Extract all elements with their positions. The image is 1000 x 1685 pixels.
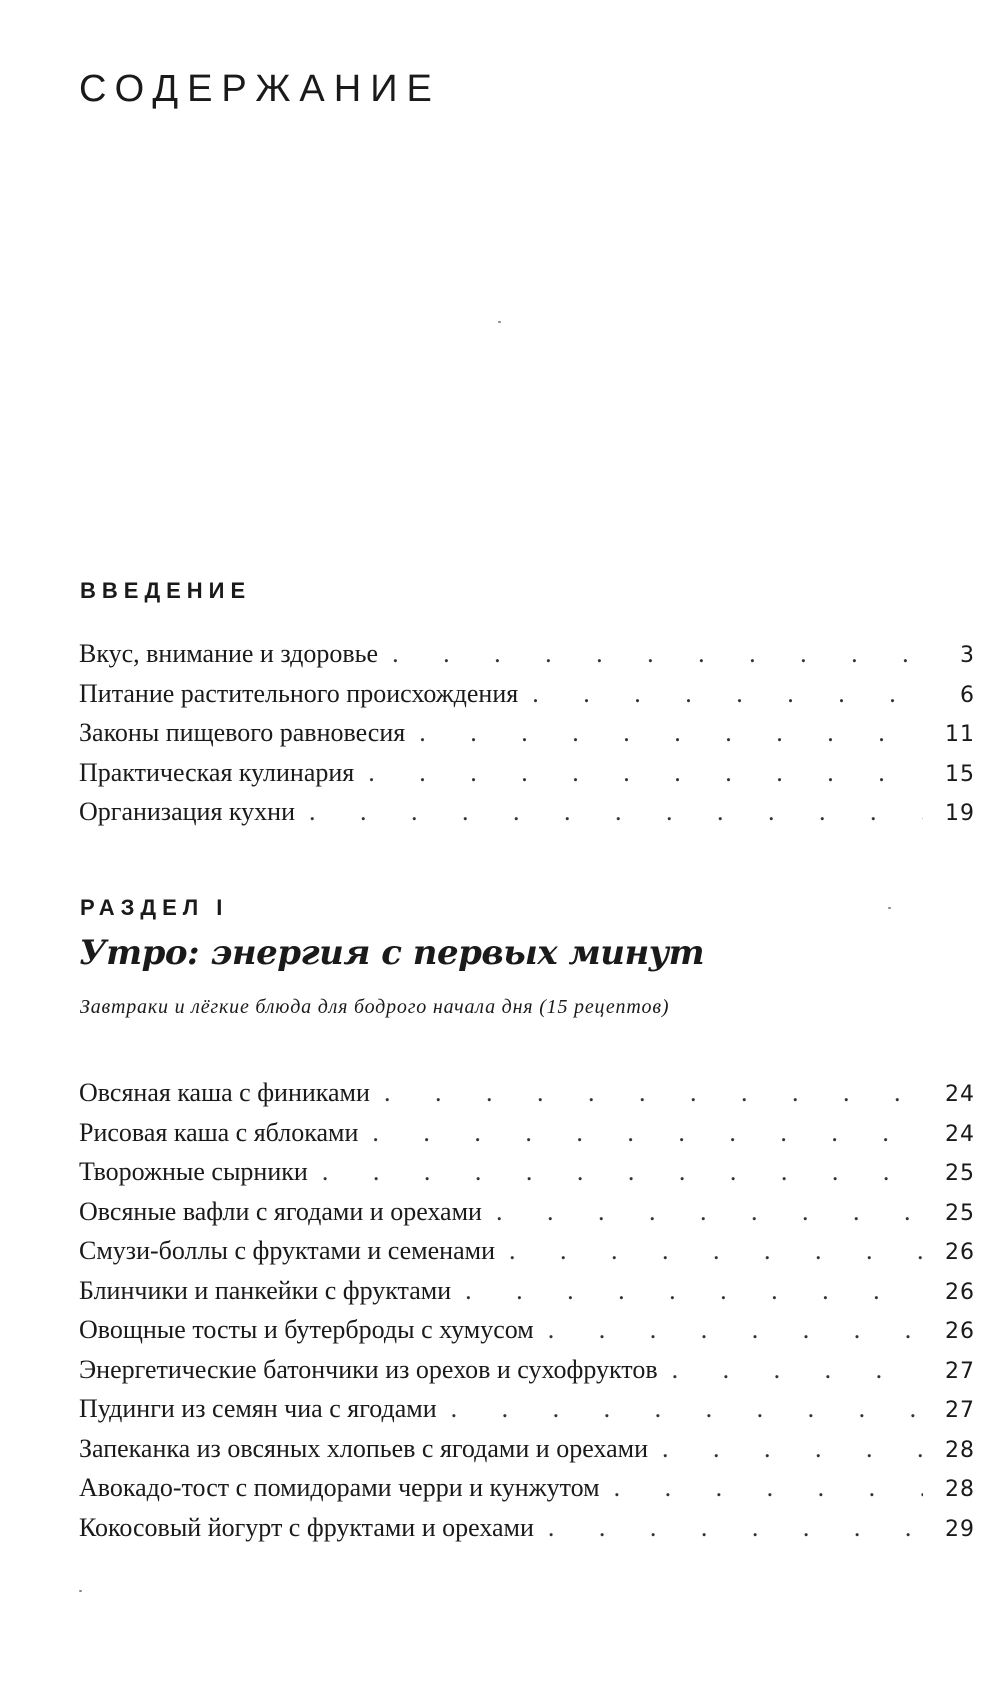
toc-entry-title: Пудинги из семян чиа с ягодами	[79, 1394, 437, 1423]
toc-entry-page: 15	[945, 761, 975, 787]
toc-entry[interactable]	[79, 1192, 975, 1232]
dot-leader	[368, 753, 923, 793]
dot-leader	[509, 1231, 923, 1271]
toc-entry[interactable]	[79, 1113, 975, 1153]
toc-entry-title: Питание растительного происхождения	[79, 678, 519, 708]
toc-entry-page: 25	[945, 1161, 975, 1186]
toc-entry-title: Овсяная каша с финиками	[79, 1078, 370, 1107]
toc-entry-page: 3	[960, 643, 975, 668]
toc-entry-title: Творожные сырники	[79, 1157, 308, 1186]
toc-entry[interactable]	[79, 1468, 975, 1508]
toc-entry-page: 26	[945, 1240, 975, 1265]
toc-entry-title: Смузи-боллы с фруктами и семенами	[79, 1236, 495, 1265]
scan-speck	[888, 907, 891, 909]
scan-speck	[498, 321, 501, 323]
toc-entry[interactable]	[79, 1508, 975, 1548]
toc-entry-page: 19	[945, 801, 975, 826]
page-title: СОДЕРЖАНИЕ	[79, 68, 441, 110]
toc-entry[interactable]	[79, 1350, 975, 1390]
section-1-toc-list	[79, 1073, 975, 1547]
toc-entry[interactable]	[79, 713, 975, 753]
section-1-title: Утро: энергия с первых минут	[79, 933, 705, 973]
dot-leader	[419, 713, 923, 753]
toc-entry-title: Энергетические батончики из орехов и сухофруктов	[79, 1354, 658, 1384]
dot-leader	[614, 1468, 923, 1508]
toc-entry-page: 26	[945, 1279, 975, 1305]
dot-leader	[662, 1429, 923, 1469]
toc-entry-title: Авокадо-тост с помидорами черри и кунжутом	[79, 1473, 600, 1502]
toc-entry-page: 25	[945, 1200, 975, 1226]
toc-entry-page: 24	[945, 1082, 975, 1107]
introduction-heading: ВВЕДЕНИЕ	[80, 578, 252, 603]
dot-leader	[672, 1350, 923, 1390]
toc-entry-title: Законы пищевого равновесия	[79, 718, 406, 747]
toc-entry-title: Овсяные вафли с ягодами и орехами	[79, 1196, 482, 1226]
toc-entry-title: Практическая кулинария	[79, 757, 355, 787]
toc-entry[interactable]	[79, 1231, 975, 1271]
dot-leader	[372, 1113, 923, 1153]
toc-entry-title: Рисовая каша с яблоками	[79, 1117, 359, 1147]
dot-leader	[309, 792, 923, 832]
toc-entry-page: 27	[945, 1398, 975, 1423]
scan-speck	[79, 1590, 82, 1592]
toc-entry[interactable]	[79, 1429, 975, 1469]
toc-entry-title: Организация кухни	[79, 797, 295, 826]
toc-entry[interactable]	[79, 674, 975, 714]
toc-entry[interactable]	[79, 1271, 975, 1311]
toc-entry[interactable]	[79, 1389, 975, 1429]
toc-entry-title: Запеканка из овсяных хлопьев с ягодами и орехами	[79, 1433, 648, 1463]
dot-leader	[548, 1310, 923, 1350]
dot-leader	[548, 1508, 923, 1548]
toc-entry[interactable]	[79, 1310, 975, 1350]
toc-entry-page: 26	[945, 1319, 975, 1344]
section-1-heading: РАЗДЕЛ I	[80, 895, 229, 920]
dot-leader	[465, 1271, 923, 1311]
toc-entry[interactable]	[79, 1152, 975, 1192]
toc-entry-page: 28	[945, 1437, 975, 1463]
toc-entry[interactable]	[79, 753, 975, 793]
introduction-toc-list	[79, 634, 975, 832]
toc-entry-title: Кокосовый йогурт с фруктами и орехами	[79, 1512, 534, 1542]
toc-entry[interactable]	[79, 634, 975, 674]
toc-entry-page: 29	[945, 1516, 975, 1542]
toc-entry-page: 6	[960, 682, 975, 708]
toc-entry-page: 28	[945, 1477, 975, 1502]
dot-leader	[384, 1073, 923, 1113]
toc-entry-title: Овощные тосты и бутерброды с хумусом	[79, 1315, 534, 1344]
toc-entry[interactable]	[79, 1073, 975, 1113]
toc-entry-page: 27	[945, 1358, 975, 1384]
toc-entry-page: 11	[945, 722, 975, 747]
dot-leader	[496, 1192, 923, 1232]
dot-leader	[322, 1152, 923, 1192]
section-1-subtitle: Завтраки и лёгкие блюда для бодрого начала дня (15 рецептов)	[80, 996, 670, 1018]
toc-entry[interactable]	[79, 792, 975, 832]
toc-entry-title: Вкус, внимание и здоровье	[79, 639, 379, 668]
dot-leader	[392, 634, 923, 674]
dot-leader	[532, 674, 923, 714]
dot-leader	[451, 1389, 923, 1429]
toc-entry-page: 24	[945, 1121, 975, 1147]
toc-entry-title: Блинчики и панкейки с фруктами	[79, 1275, 452, 1305]
